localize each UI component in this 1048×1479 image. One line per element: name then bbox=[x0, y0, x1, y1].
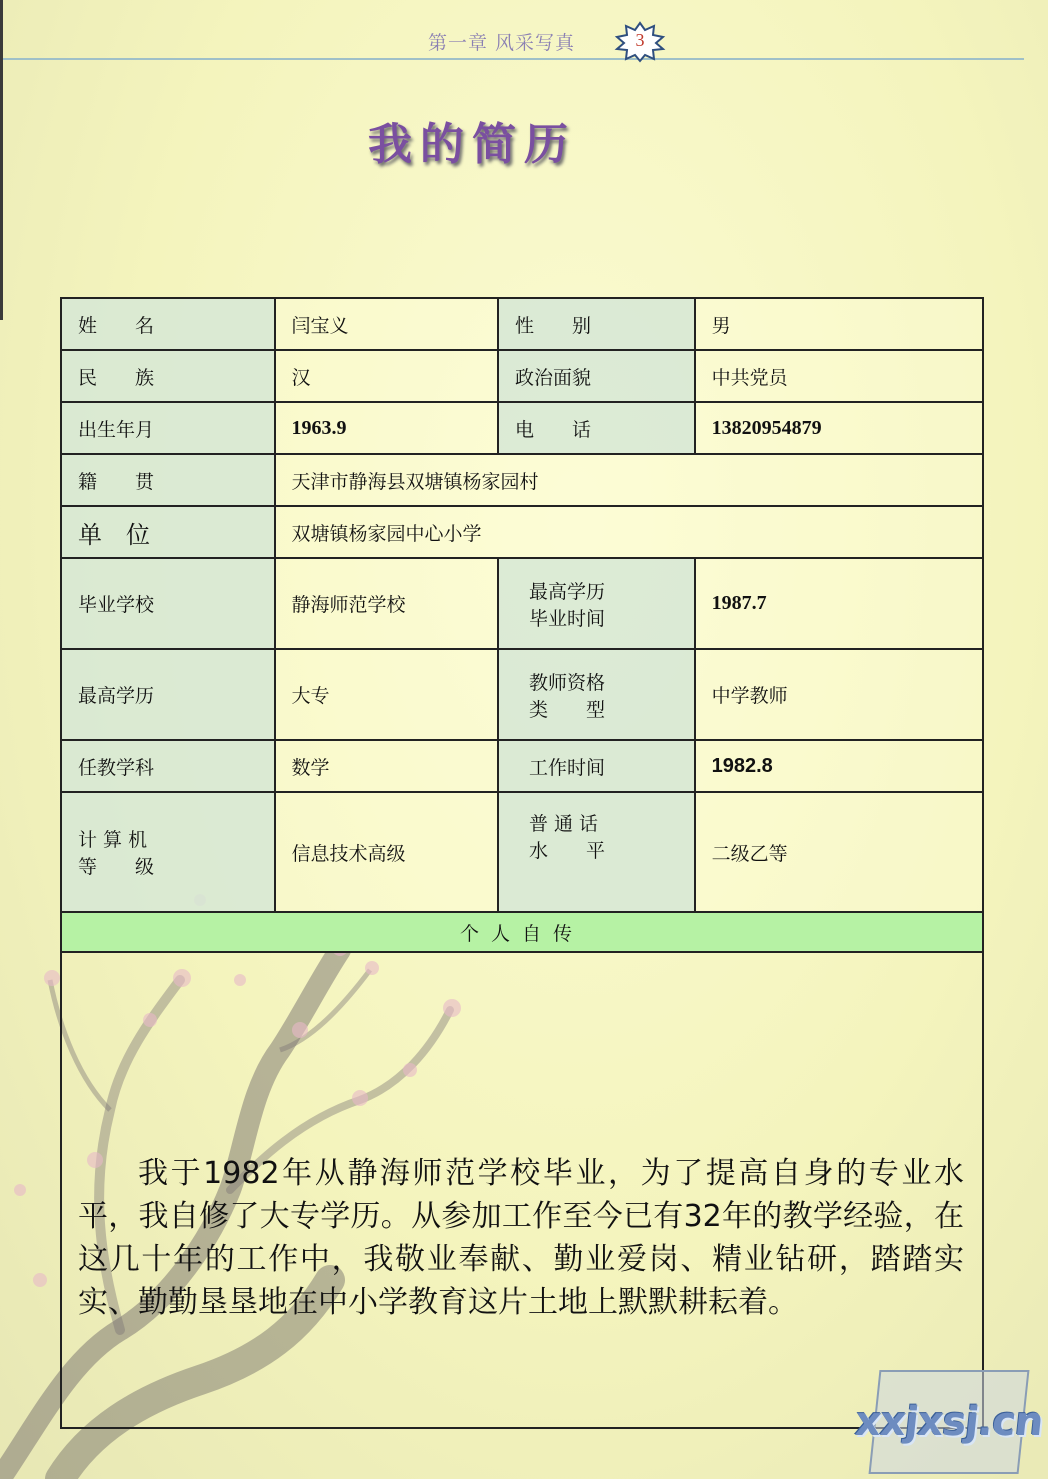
page-title: 我的简历 bbox=[368, 119, 576, 170]
table-row bbox=[61, 506, 983, 558]
name-label: 姓 名 bbox=[61, 298, 275, 350]
phone-label: 电 话 bbox=[498, 402, 695, 454]
table-row bbox=[61, 350, 983, 402]
cert-label-line-2: 类 型 bbox=[528, 698, 605, 721]
subject-value: 数学 bbox=[275, 740, 498, 792]
hometown-label: 籍 贯 bbox=[61, 454, 275, 506]
table-row bbox=[61, 298, 983, 350]
name-value: 闫宝义 bbox=[275, 298, 498, 350]
header-rule bbox=[0, 58, 1024, 60]
hometown-value: 天津市静海县双塘镇杨家园村 bbox=[275, 454, 984, 506]
mandarin-label-line-2: 水 平 bbox=[528, 840, 605, 862]
computer-label-line-2: 等 级 bbox=[78, 856, 155, 878]
page-header bbox=[0, 22, 1024, 58]
table-row bbox=[61, 740, 983, 792]
political-label: 政治面貌 bbox=[498, 350, 695, 402]
political-value: 中共党员 bbox=[695, 350, 983, 402]
table-row bbox=[61, 649, 983, 740]
birth-label: 出生年月 bbox=[61, 402, 275, 454]
grad-time-label bbox=[498, 558, 695, 649]
computer-level-label bbox=[61, 792, 275, 912]
autobiography-text: 我于1982年从静海师范学校毕业，为了提高自身的专业水平，我自修了大专学历。从参加工作至今已有32年的教学经验，在这几十年的工作中，我敬业奉献、勤业爱岗、精业钻研，踏踏实实、勤勤垦垦地在中小学教育这片土地上默默耕耘着。 bbox=[78, 1156, 964, 1320]
table-row bbox=[61, 454, 983, 506]
grad-time-value: 1987.7 bbox=[695, 558, 983, 649]
computer-level-value: 信息技术高级 bbox=[275, 792, 498, 912]
employer-value: 双塘镇杨家园中心小学 bbox=[275, 506, 984, 558]
site-watermark: xxjxsj.cn bbox=[869, 1370, 1030, 1474]
table-row bbox=[61, 558, 983, 649]
phone-value: 13820954879 bbox=[695, 402, 983, 454]
grad-time-label-line-2: 毕业时间 bbox=[528, 607, 605, 630]
cert-label-line-1: 教师资格 bbox=[528, 671, 605, 694]
ethnicity-label: 民 族 bbox=[61, 350, 275, 402]
cert-label bbox=[498, 649, 695, 740]
gender-label: 性 别 bbox=[498, 298, 695, 350]
chapter-title: 第一章 风采写真 bbox=[428, 32, 576, 54]
autobiography-cell bbox=[61, 952, 983, 1428]
cert-value: 中学教师 bbox=[695, 649, 983, 740]
table-row bbox=[61, 952, 983, 1428]
subject-label: 任教学科 bbox=[61, 740, 275, 792]
mandarin-label bbox=[498, 792, 695, 912]
page-number: 3 bbox=[635, 30, 645, 50]
education-label: 最高学历 bbox=[61, 649, 275, 740]
resume-table bbox=[60, 297, 984, 1429]
computer-label-line-1: 计 算 机 bbox=[78, 829, 148, 851]
page-number-badge bbox=[614, 22, 666, 62]
autobiography-header: 个人自传 bbox=[61, 912, 983, 952]
grad-time-label-line-1: 最高学历 bbox=[528, 580, 605, 603]
table-row bbox=[61, 792, 983, 912]
school-value: 静海师范学校 bbox=[275, 558, 498, 649]
employer-label: 单 位 bbox=[61, 506, 275, 558]
school-label: 毕业学校 bbox=[61, 558, 275, 649]
mandarin-value: 二级乙等 bbox=[695, 792, 983, 912]
ethnicity-value: 汉 bbox=[275, 350, 498, 402]
table-row bbox=[61, 912, 983, 952]
work-time-label: 工作时间 bbox=[498, 740, 695, 792]
gender-value: 男 bbox=[695, 298, 983, 350]
work-time-value: 1982.8 bbox=[695, 740, 983, 792]
birth-value: 1963.9 bbox=[275, 402, 498, 454]
table-row bbox=[61, 402, 983, 454]
education-value: 大专 bbox=[275, 649, 498, 740]
mandarin-label-line-1: 普 通 话 bbox=[528, 813, 599, 835]
